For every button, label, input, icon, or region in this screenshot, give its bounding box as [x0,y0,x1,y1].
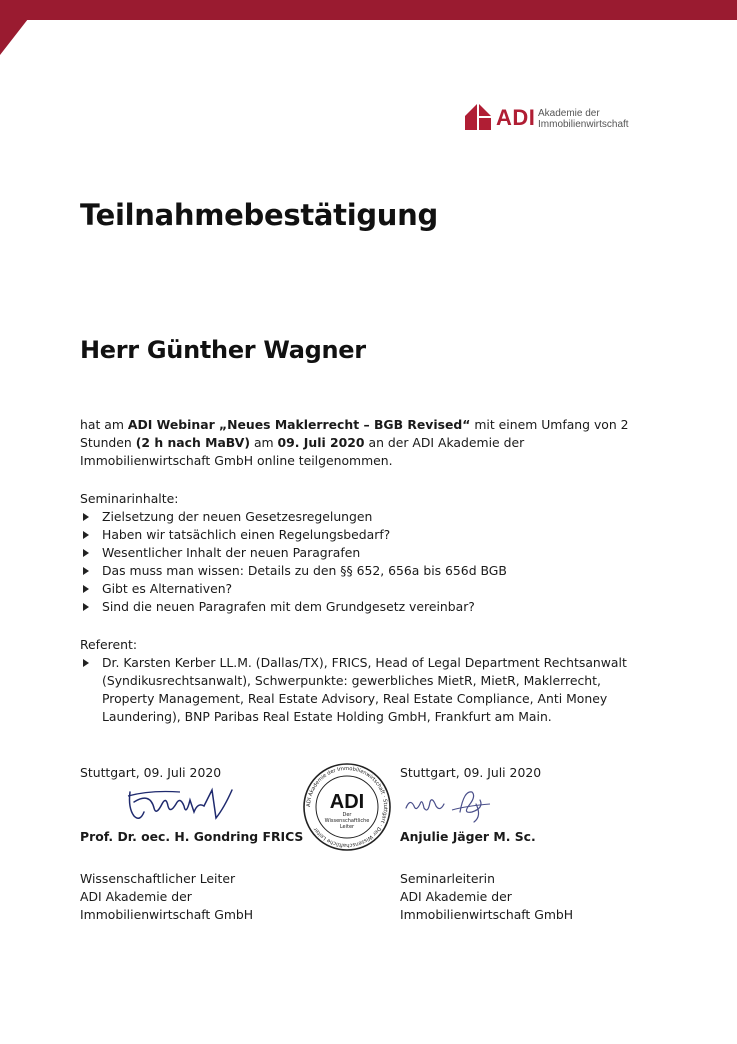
signatory-role-right-line1: Seminarleiterin [400,871,495,886]
signatory-role-left [80,870,253,924]
signatory-name-right: Anjulie Jäger M. Sc. [400,829,536,844]
signature-block-right [400,764,620,924]
list-item: Wesentlicher Inhalt der neuen Paragrafen [80,544,660,562]
signatory-role-right-line3: Immobilienwirtschaft GmbH [400,907,574,922]
signatory-role-right [400,870,573,924]
signatory-role-right-line2: ADI Akademie der [400,889,512,904]
document-title: Teilnahmebestätigung [80,198,438,232]
handwritten-signature-left-icon [120,782,260,832]
logo-subtitle-line1: Akademie der [538,108,600,119]
signature-date-left: Stuttgart, 09. Juli 2020 [80,765,222,780]
top-accent-bar [0,0,737,20]
signatory-role-left-line1: Wissenschaftlicher Leiter [80,871,236,886]
intro-text-1: hat am [80,417,128,432]
intro-text-4: an der ADI Akademie der Immobilienwirtschaft GmbH online teilgenommen. [80,435,525,468]
signatory-role-left-line3: Immobilienwirtschaft GmbH [80,907,254,922]
seal-sub-line1: Der [342,812,352,818]
recipient-name: Herr Günther Wagner [80,336,366,364]
intro-bold-2: (2 h nach MaBV) [135,435,250,450]
adi-house-logo-icon [463,102,493,132]
intro-paragraph [80,416,640,470]
list-item: Zielsetzung der neuen Gesetzesregelungen [80,508,660,526]
handwritten-signature-right-icon [400,782,510,828]
signature-date-right: Stuttgart, 09. Juli 2020 [400,765,542,780]
list-item: Gibt es Alternativen? [80,580,660,598]
signatory-role-left-line2: ADI Akademie der [80,889,192,904]
list-item: Haben wir tatsächlich einen Regelungsbedarf? [80,526,660,544]
official-seal-icon [302,762,392,852]
logo-subtitle-line2: Immobilienwirtschaft [538,119,629,130]
intro-bold-1: ADI Webinar „Neues Maklerrecht – BGB Revised“ [127,417,471,432]
referent-list [80,654,650,726]
seminar-heading: Seminarinhalte: [80,491,179,506]
intro-bold-3: 09. Juli 2020 [277,435,365,450]
seal-center-text: ADI [329,791,365,813]
intro-text-2: mit einem Umfang von 2 Stunden [80,417,629,450]
signature-block-left [80,764,304,924]
list-item: Dr. Karsten Kerber LL.M. (Dallas/TX), FRICS, Head of Legal Department Rechtsanwalt (Syndikusrechtsanwalt), Schwerpunkte: gewerbliches MietR, MietR, Maklerrecht, Property Management, Real Estate Advisory, Real Estate Compliance, Anti Money Laundering), BNP Paribas Real Estate Holding GmbH, Frankfurt am Main. [80,654,650,726]
signatory-name-left: Prof. Dr. oec. H. Gondring FRICS [80,829,304,844]
seal-sub-line2: Wissenschaftliche [324,818,370,824]
top-accent-flag [0,19,28,55]
list-item: Das muss man wissen: Details zu den §§ 652, 656a bis 656d BGB [80,562,660,580]
logo-subtitle [538,108,629,130]
list-item: Sind die neuen Paragrafen mit dem Grundgesetz vereinbar? [80,598,660,616]
intro-text-3: am [250,435,278,450]
referent-heading: Referent: [80,637,137,652]
logo-wordmark: ADI [496,105,536,130]
seal-ring-text: ADI Akademie der Immobilienwirtschaft · Stuttgart · Der Wissenschaftliche Leiter [305,765,389,849]
seminar-list [80,508,660,616]
seal-sub-line3: Leiter [339,824,355,830]
